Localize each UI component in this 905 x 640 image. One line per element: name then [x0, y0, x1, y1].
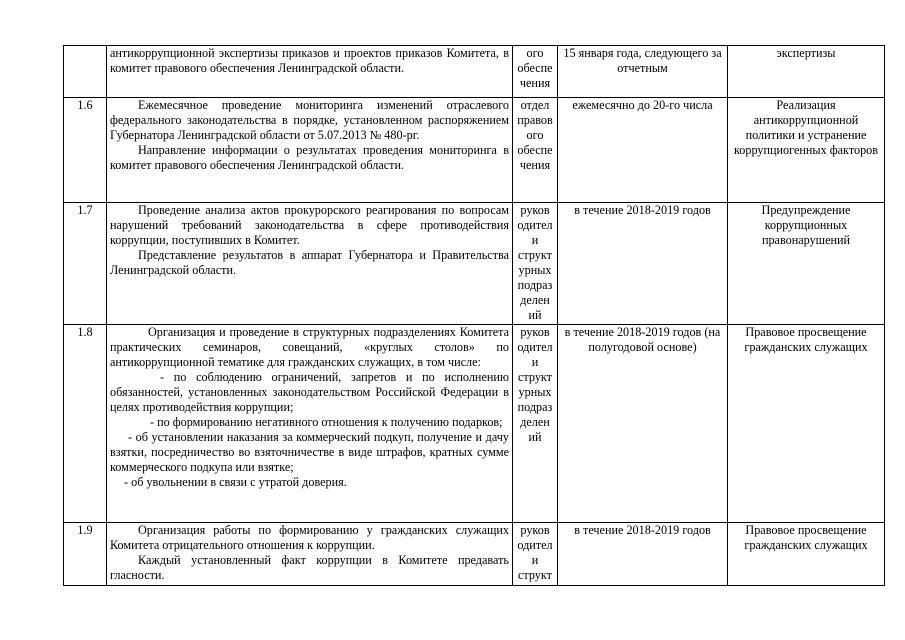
executor-line: руков	[520, 325, 550, 339]
row-number: 1.7	[64, 203, 107, 325]
executor-line: руков	[520, 203, 550, 217]
executor-line: ий	[528, 308, 542, 322]
executor-line: подраз	[517, 278, 553, 292]
action-cell	[107, 203, 513, 325]
action-paragraph: Ежемесячное проведение мониторинга изменений отраслевого федерального законодательства в порядке, установленном распоряжением Губернатора Ленинградской области от 5.07.2013 № 480-рг.	[110, 98, 509, 142]
result-cell: Реализация антикоррупционной политики и устранение коррупциогенных факторов	[728, 98, 885, 203]
result-cell: Предупреждение коррупционных правонарушений	[728, 203, 885, 325]
table-row	[64, 46, 885, 98]
plan-table	[63, 45, 885, 586]
executor-line: ий	[528, 430, 542, 444]
executor-line: урных	[518, 263, 552, 277]
executor-line: обеспе	[517, 61, 553, 75]
executor-cell	[513, 325, 558, 523]
table-row	[64, 98, 885, 203]
row-number: 1.6	[64, 98, 107, 203]
executor-line: чения	[519, 158, 551, 172]
action-cell	[107, 325, 513, 523]
executor-line: и	[531, 553, 539, 567]
action-paragraph: Организация и проведение в структурных подразделениях Комитета практических семинаров, совещаний, «круглых столов» по антикоррупционной тематике для гражданских служащих, в том числе:	[110, 325, 509, 369]
table-row	[64, 523, 885, 586]
executor-line: отдел	[520, 98, 550, 112]
row-number: 1.8	[64, 325, 107, 523]
row-number: 1.9	[64, 523, 107, 586]
executor-cell	[513, 46, 558, 98]
term-cell: в течение 2018-2019 годов	[558, 203, 728, 325]
action-cell	[107, 46, 513, 98]
term-cell: в течение 2018-2019 годов (на полугодовой основе)	[558, 325, 728, 523]
action-paragraph: - по формированию негативного отношения к получению подарков;	[150, 415, 503, 429]
executor-line: структ	[518, 248, 552, 262]
executor-line: чения	[519, 76, 551, 90]
executor-line: одител	[517, 538, 553, 552]
executor-line: руков	[520, 523, 550, 537]
executor-line: структ	[518, 568, 552, 582]
result-cell: Правовое просвещение гражданских служащих	[728, 325, 885, 523]
executor-line: обеспе	[517, 143, 553, 157]
action-paragraph: Организация работы по формированию у гражданских служащих Комитета отрицательного отношения к коррупции.	[110, 523, 509, 552]
action-cell	[107, 98, 513, 203]
action-paragraph: Направление информации о результатах проведения мониторинга в комитет правового обеспечения Ленинградской области.	[110, 143, 509, 172]
executor-line: правов	[517, 113, 553, 127]
result-cell: Правовое просвещение гражданских служащих	[728, 523, 885, 586]
executor-line: делен	[520, 415, 550, 429]
executor-cell	[513, 98, 558, 203]
term-cell: 15 января года, следующего за отчетным	[558, 46, 728, 98]
executor-line: урных	[518, 385, 552, 399]
action-paragraph: антикоррупционной экспертизы приказов и проектов приказов Комитета, в комитет правового обеспечения Ленинградской области.	[110, 46, 509, 75]
executor-line: подраз	[517, 400, 553, 414]
executor-line: ого	[526, 128, 544, 142]
result-cell: экспертизы	[728, 46, 885, 98]
executor-line: одител	[517, 218, 553, 232]
action-paragraph: - по соблюдению ограничений, запретов и по исполнению обязанностей, установленных законодательством Российской Федерации в целях противодействия коррупции;	[110, 370, 509, 414]
action-paragraph: - об установлении наказания за коммерческий подкуп, получение и дачу взятки, посредничество во взяточничестве в виде штрафов, кратных сумме коммерческого подкупа или взятке;	[110, 430, 509, 474]
action-paragraph: Проведение анализа актов прокурорского реагирования по вопросам нарушений требований законодательства в сфере противодействия коррупции, поступивших в Комитет.	[110, 203, 509, 247]
action-paragraph: - об увольнении в связи с утратой доверия.	[124, 475, 347, 489]
row-number	[64, 46, 107, 98]
executor-line: делен	[520, 293, 550, 307]
action-paragraph: Каждый установленный факт коррупции в Комитете предавать гласности.	[110, 553, 509, 582]
executor-line: и	[531, 233, 539, 247]
executor-line: ого	[526, 46, 544, 60]
executor-line: одител	[517, 340, 553, 354]
executor-line: и	[531, 355, 539, 369]
action-paragraph: Представление результатов в аппарат Губернатора и Правительства Ленинградской области.	[110, 248, 509, 277]
term-cell: в течение 2018-2019 годов	[558, 523, 728, 586]
executor-cell	[513, 203, 558, 325]
action-cell	[107, 523, 513, 586]
term-cell: ежемесячно до 20-го числа	[558, 98, 728, 203]
executor-cell	[513, 523, 558, 586]
table-row	[64, 203, 885, 325]
table-row	[64, 325, 885, 523]
executor-line: структ	[518, 370, 552, 384]
